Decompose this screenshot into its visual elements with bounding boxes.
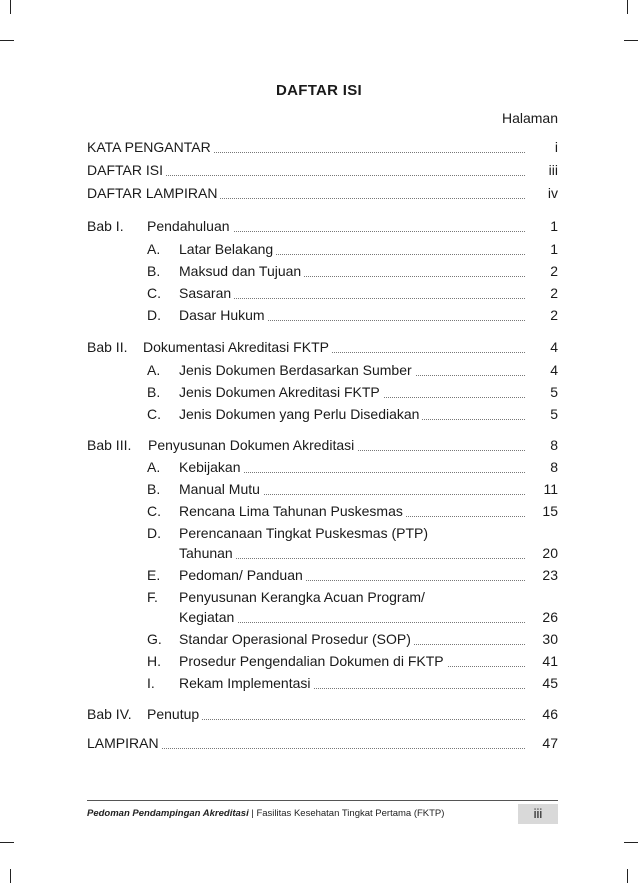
crop-mark [624,842,638,843]
footer-page-number: iii [518,804,558,824]
toc-entry [87,360,558,380]
toc-page-number: 5 [550,406,558,422]
toc-entry [87,479,558,499]
toc-item-letter: C. [147,285,161,301]
toc-entry [87,404,558,424]
toc-entry-title: Latar Belakang [179,239,276,259]
toc-item-letter: D. [147,525,161,541]
toc-item-letter: F. [147,589,158,605]
toc-item-letter: H. [147,653,161,669]
toc-entry-title: Penyusunan Kerangka Acuan Program/ [179,587,428,607]
crop-mark [10,869,11,883]
toc-entry [87,587,558,607]
toc-entry-title: Jenis Dokumen Berdasarkan Sumber [179,360,415,380]
toc-item-letter: A. [147,362,161,378]
toc-entry [87,733,558,753]
toc-item-letter: E. [147,567,161,583]
toc-page-number: 4 [550,362,558,378]
footer-separator: | [248,808,257,819]
toc-entry-title: Standar Operasional Prosedur (SOP) [179,629,414,649]
crop-mark [0,40,14,41]
crop-mark [10,0,11,14]
page-title: DAFTAR ISI [275,82,363,99]
toc-page-number: 1 [550,218,558,234]
toc-entry-title: Pendahuluan [147,216,233,236]
toc-entry-title: Prosedur Pengendalian Dokumen di FKTP [179,651,447,671]
toc-page-number: 11 [543,481,558,497]
crop-mark [627,0,628,14]
toc-entry-title: Penutup [147,704,202,724]
toc-chapter-label: Bab IV. [87,706,132,722]
toc-chapter-label: Bab I. [87,218,124,234]
toc-item-letter: B. [147,384,161,400]
toc-dot-leader [147,719,525,720]
footer-text [87,808,444,819]
toc-entry [87,607,558,627]
toc-item-letter: A. [147,459,161,475]
toc-item-letter: B. [147,481,161,497]
toc-page-number: 20 [542,545,558,561]
toc-entry-title: Manual Mutu [179,479,263,499]
toc-entry [87,382,558,402]
toc-entry-title: Jenis Dokumen yang Perlu Disediakan [179,404,422,424]
toc-page-number: 1 [550,241,558,257]
toc-item-letter: A. [147,241,161,257]
toc-page-number: iv [547,185,558,201]
toc-entry [87,183,558,203]
toc-entry-title: Kegiatan [179,607,237,627]
toc-entry-title: Dasar Hukum [179,305,268,325]
toc-entry [87,629,558,649]
toc-entry [87,216,558,236]
toc-page-number: 2 [550,263,558,279]
toc-item-letter: G. [147,631,162,647]
toc-entry-title: Dokumentasi Akreditasi FKTP [143,337,332,357]
toc-entry [87,501,558,521]
toc-entry [87,137,558,157]
toc-page-number: 45 [542,675,558,691]
toc-entry [87,457,558,477]
footer-divider [87,800,558,801]
toc-entry [87,651,558,671]
toc-page-number: 2 [550,307,558,323]
toc-page-number: 5 [550,384,558,400]
toc-page-number: 8 [550,437,558,453]
toc-page-number: 15 [542,503,558,519]
toc-entry-title: Maksud dan Tujuan [179,261,304,281]
toc-entry-title: LAMPIRAN [87,733,162,753]
toc-entry-title: Penyusunan Dokumen Akreditasi [148,435,357,455]
toc-entry-title: DAFTAR LAMPIRAN [87,183,220,203]
toc-entry-title: Jenis Dokumen Akreditasi FKTP [179,382,383,402]
toc-entry [87,435,558,455]
toc-entry [87,283,558,303]
toc-entry [87,523,558,543]
crop-mark [627,869,628,883]
footer-subtitle: Fasilitas Kesehatan Tingkat Pertama (FKTP) [256,808,445,819]
toc-page-number: i [554,139,558,155]
crop-mark [624,40,638,41]
footer-title: Pedoman Pendampingan Akreditasi [87,808,249,819]
toc-entry-title: Tahunan [179,543,236,563]
toc-entry-title: Sasaran [179,283,234,303]
toc-entry-title: KATA PENGANTAR [87,137,214,157]
toc-entry-title: Perencanaan Tingkat Puskesmas (PTP) [179,523,431,543]
toc-entry [87,305,558,325]
toc-entry [87,239,558,259]
toc-entry-title: Rencana Lima Tahunan Puskesmas [179,501,406,521]
toc-page-number: 8 [550,459,558,475]
toc-page-number: 4 [550,339,558,355]
toc-page-number: iii [548,162,558,178]
toc-entry [87,337,558,357]
toc-item-letter: B. [147,263,161,279]
toc-entry-title: Pedoman/ Panduan [179,565,306,585]
toc-entry-title: Kebijakan [179,457,244,477]
toc-page-number: 47 [542,735,558,751]
crop-mark [0,842,14,843]
toc-entry-title: Rekam Implementasi [179,673,314,693]
toc-entry [87,160,558,180]
toc-chapter-label: Bab III. [87,437,132,453]
toc-entry [87,543,558,563]
toc-entry-title: DAFTAR ISI [87,160,166,180]
toc-page-number: 30 [542,631,558,647]
toc-item-letter: C. [147,503,161,519]
toc-page-number: 2 [550,285,558,301]
toc-page-number: 46 [542,706,558,722]
toc-chapter-label: Bab II. [87,339,128,355]
page-column-header: Halaman [501,110,558,126]
toc-page-number: 26 [542,609,558,625]
toc-entry [87,704,558,724]
toc-page-number: 23 [542,567,558,583]
toc-entry [87,673,558,693]
toc-item-letter: I. [147,675,155,691]
toc-entry [87,261,558,281]
toc-item-letter: C. [147,406,161,422]
toc-item-letter: D. [147,307,161,323]
toc-entry [87,565,558,585]
toc-page-number: 41 [542,653,558,669]
